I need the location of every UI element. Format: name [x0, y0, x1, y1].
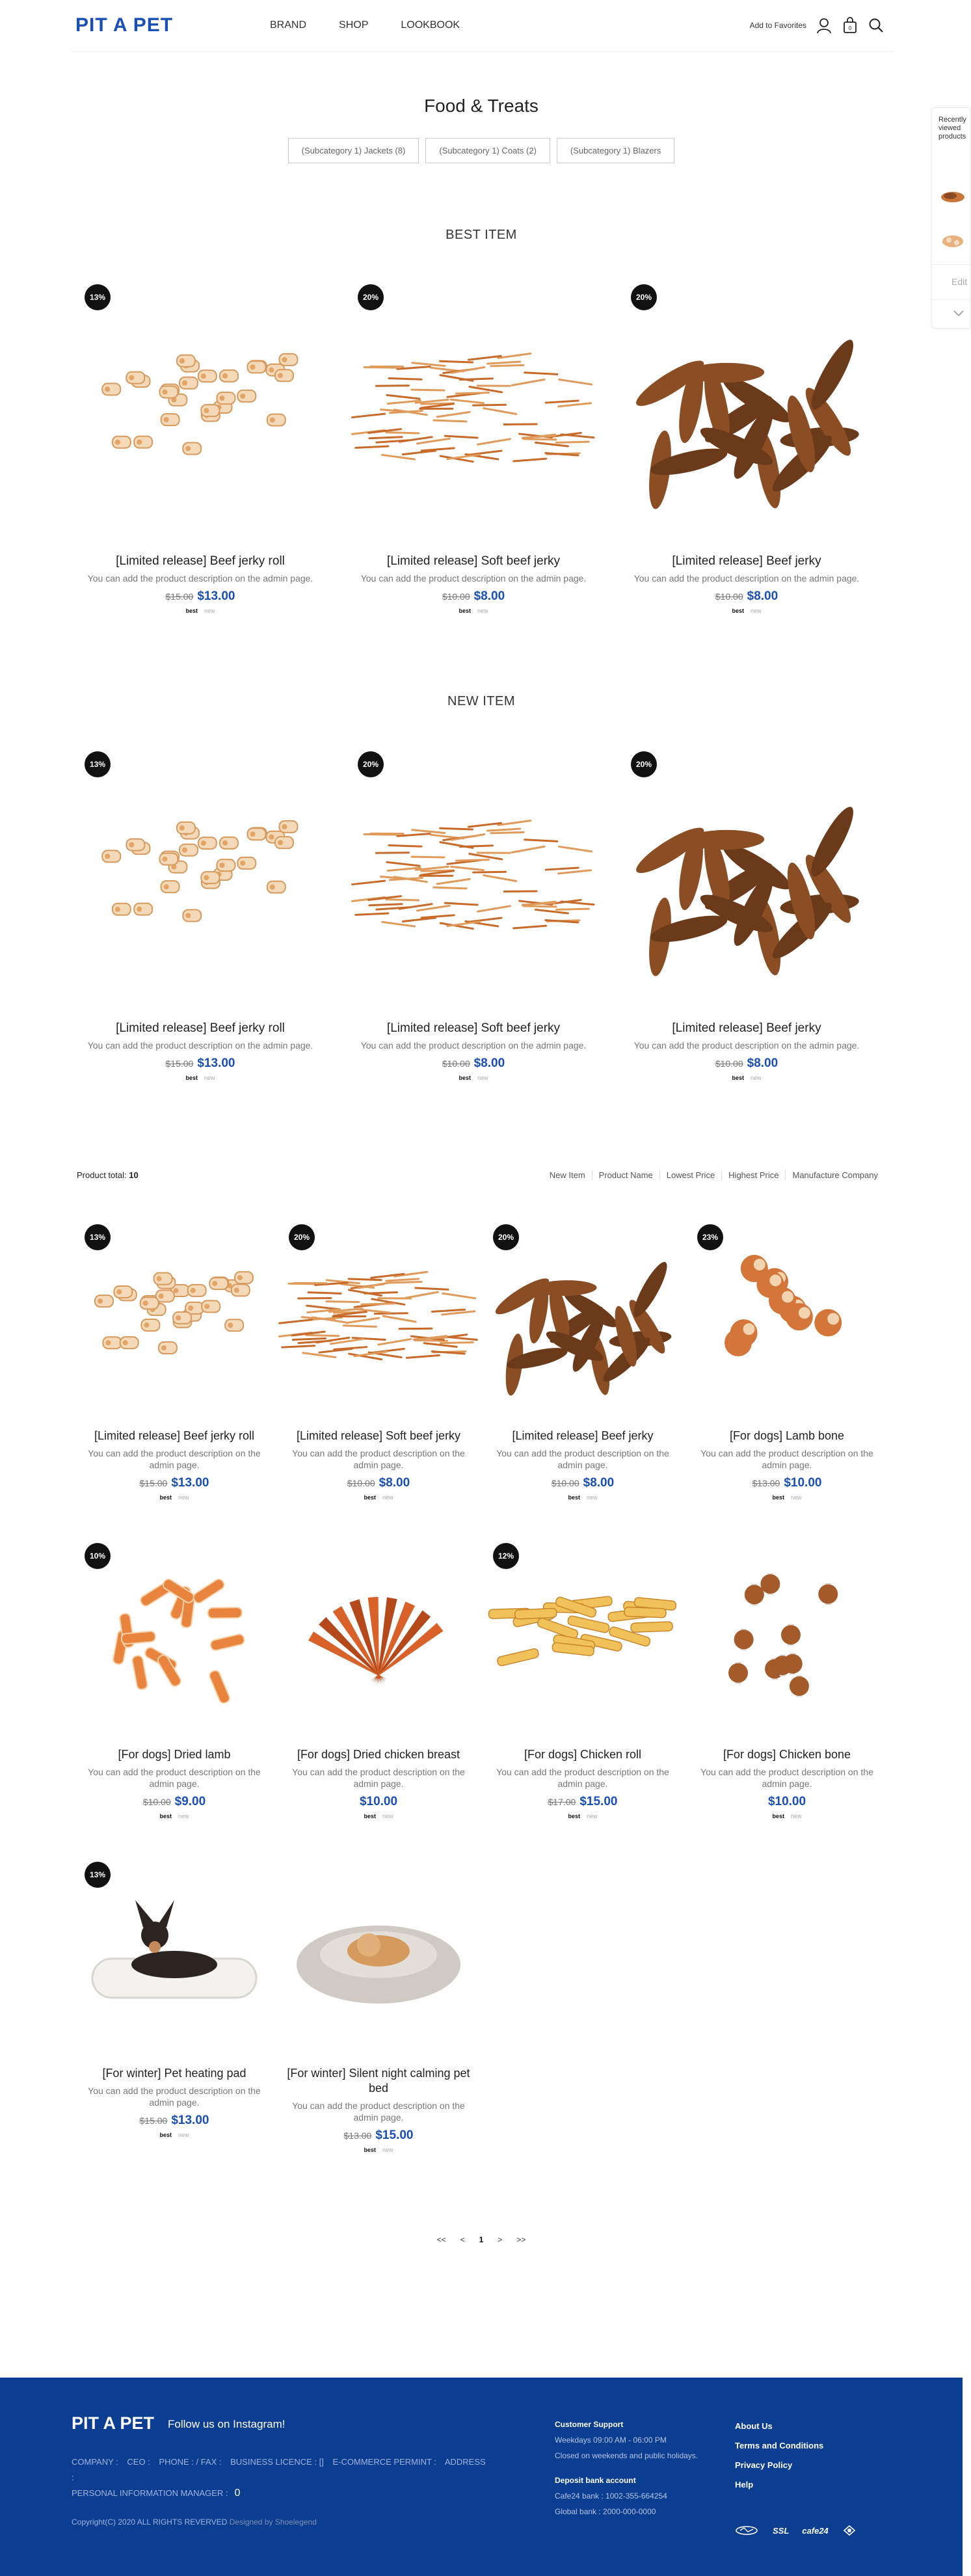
product-image-wrap[interactable]: [350, 744, 597, 1010]
sale-price: $10.00: [767, 1795, 806, 1808]
original-price: $10.00: [142, 1797, 171, 1807]
tag-best: best: [159, 1813, 172, 1819]
tag-best: best: [732, 1075, 744, 1081]
tag-new: new: [751, 608, 762, 614]
product-description: You can add the product description on the admin page.: [292, 2100, 465, 2123]
dark-jerky-image[interactable]: [623, 744, 870, 1010]
add-to-favorites-link[interactable]: Add to Favorites: [749, 21, 806, 30]
tag-new: new: [178, 1494, 189, 1501]
customer-support: [555, 2417, 698, 2519]
sale-price: $8.00: [473, 589, 505, 603]
escrow-icon: [842, 2524, 857, 2537]
tag-best: best: [364, 2147, 376, 2153]
product-description: You can add the product description on the admin page.: [700, 1448, 873, 1470]
sale-price: $13.00: [171, 2113, 209, 2127]
recent-edit-button[interactable]: Edit: [932, 264, 971, 300]
product-prices: [623, 589, 870, 604]
product-prices: [485, 1476, 680, 1490]
discount-badge: 12%: [493, 1543, 519, 1569]
main-nav: [270, 20, 460, 31]
cs-hours: Weekdays 09:00 AM - 06:00 PM: [555, 2435, 667, 2445]
bone-treat-image[interactable]: [77, 744, 324, 1010]
tag-best: best: [185, 608, 198, 614]
link-about-us[interactable]: About Us: [735, 2421, 773, 2431]
product-card[interactable]: [77, 744, 324, 1081]
product-tags: [77, 1813, 272, 1819]
product-description: You can add the product description on the admin page.: [88, 2086, 261, 2108]
page-last[interactable]: >>: [516, 2235, 526, 2244]
discount-badge: 13%: [85, 284, 111, 310]
product-name[interactable]: [For dogs] Lamb bone: [729, 1429, 845, 1442]
sale-price: $8.00: [379, 1476, 410, 1490]
business-licence-label: BUSINESS LICENCE : []: [230, 2457, 324, 2467]
product-card[interactable]: [485, 1216, 680, 1501]
product-description: You can add the product description on the admin page.: [633, 573, 860, 584]
product-total: [77, 1170, 139, 1180]
product-name[interactable]: [Limited release] Beef jerky: [672, 1021, 821, 1035]
discount-badge: 13%: [85, 751, 111, 777]
product-name[interactable]: [For dogs] Dried chicken breast: [297, 1748, 460, 1761]
tag-new: new: [791, 1813, 802, 1819]
product-tags: [77, 1075, 324, 1081]
ceo-label: CEO :: [127, 2457, 150, 2467]
subcategory-jackets[interactable]: (Subcategory 1) Jackets (8): [288, 138, 419, 163]
product-description: You can add the product description on the admin page.: [292, 1448, 465, 1470]
product-tags: [281, 1813, 476, 1819]
certification-logos: [734, 2524, 857, 2537]
product-total-count: 10: [129, 1170, 139, 1180]
tag-new: new: [751, 1075, 762, 1081]
sort-highest-price[interactable]: Highest Price: [721, 1170, 785, 1180]
tag-best: best: [185, 1075, 198, 1081]
tag-best: best: [568, 1494, 580, 1501]
discount-badge: 13%: [85, 1224, 111, 1250]
tag-best: best: [772, 1494, 784, 1501]
product-image-wrap[interactable]: [623, 744, 870, 1010]
tag-new: new: [204, 608, 215, 614]
sort-product-name[interactable]: Product Name: [592, 1170, 659, 1180]
original-price: $13.00: [752, 1478, 780, 1488]
product-description: You can add the product description on the admin page.: [360, 573, 587, 584]
sale-price: $8.00: [583, 1476, 615, 1490]
product-name[interactable]: [Limited release] Soft beef jerky: [296, 1429, 461, 1442]
product-tags: [623, 608, 870, 614]
product-tags: [485, 1813, 680, 1819]
product-card[interactable]: [689, 1216, 885, 1501]
product-image-wrap[interactable]: [77, 1216, 272, 1418]
product-description: You can add the product description on the admin page.: [88, 1448, 261, 1470]
pet-bed-image[interactable]: [281, 1854, 476, 2056]
discount-badge: 20%: [289, 1224, 315, 1250]
sale-price: $15.00: [579, 1795, 618, 1808]
product-prices: [77, 589, 324, 604]
link-help[interactable]: Help: [735, 2480, 754, 2489]
footer-logo[interactable]: PIT A PET: [72, 2413, 155, 2433]
dark-jerky-image[interactable]: [623, 276, 870, 543]
sale-price: $13.00: [197, 1056, 235, 1070]
product-image-wrap[interactable]: [689, 1216, 885, 1418]
tag-best: best: [568, 1813, 580, 1819]
address-label: ADDRESS :: [72, 2457, 486, 2482]
nav-lookbook[interactable]: LOOKBOOK: [401, 20, 460, 31]
sort-lowest-price[interactable]: Lowest Price: [659, 1170, 721, 1180]
copyright: [72, 2517, 317, 2527]
discount-badge: 13%: [85, 1862, 111, 1888]
chevron-down-icon[interactable]: [950, 306, 967, 319]
pagination: [0, 2235, 963, 2244]
product-tags: [350, 608, 597, 614]
product-card[interactable]: [281, 1535, 476, 1819]
product-prices: [485, 1795, 680, 1809]
product-card[interactable]: [350, 276, 597, 614]
product-prices: [350, 589, 597, 604]
payment-card-icon: [734, 2524, 760, 2537]
page-prev[interactable]: <: [460, 2235, 465, 2244]
product-name[interactable]: [For dogs] Chicken bone: [723, 1748, 851, 1761]
product-card[interactable]: [77, 1216, 272, 1501]
product-card[interactable]: [689, 1535, 885, 1819]
nav-shop[interactable]: SHOP: [339, 20, 369, 31]
product-image-wrap[interactable]: [689, 1535, 885, 1737]
tag-new: new: [587, 1494, 598, 1501]
product-image-wrap[interactable]: [623, 276, 870, 543]
original-price: $10.00: [442, 1058, 470, 1069]
ssl-badge: SSL: [773, 2525, 790, 2536]
product-description: You can add the product description on the admin page.: [292, 1767, 465, 1789]
discount-badge: 20%: [358, 751, 384, 777]
company-label: COMPANY :: [72, 2457, 118, 2467]
cafe24-logo: cafe24: [802, 2525, 829, 2536]
product-prices: [689, 1795, 885, 1809]
sale-price: $15.00: [375, 2128, 414, 2142]
user-icon[interactable]: [816, 17, 832, 34]
product-name[interactable]: [For dogs] Dried lamb: [118, 1748, 231, 1761]
product-prices: [623, 1056, 870, 1071]
product-image-wrap[interactable]: [485, 1535, 680, 1737]
bone-treat-image[interactable]: [77, 276, 324, 543]
product-tags: [77, 1494, 272, 1501]
original-price: $17.00: [548, 1797, 576, 1807]
sale-price: $8.00: [747, 589, 778, 603]
discount-badge: 20%: [358, 284, 384, 310]
privacy-manager-value: 0: [234, 2488, 241, 2499]
product-tags: [77, 608, 324, 614]
page-title: Food & Treats: [424, 96, 539, 116]
phone-fax-label: PHONE : / FAX :: [159, 2457, 222, 2467]
bank-2: Global bank : 2000-000-0000: [555, 2507, 656, 2516]
product-card[interactable]: [281, 1216, 476, 1501]
chicken-bone-image[interactable]: [689, 1535, 885, 1737]
subcategory-list: [0, 138, 963, 163]
company-info: [72, 2454, 488, 2501]
bank-1: Cafe24 bank : 1002-355-664254: [555, 2491, 667, 2501]
recently-viewed-title: Recently viewed products: [938, 116, 966, 141]
original-price: $10.00: [715, 591, 743, 602]
company-info-line-2: [72, 2486, 488, 2501]
product-name[interactable]: [Limited release] Soft beef jerky: [386, 1021, 561, 1035]
product-description: You can add the product description on the admin page.: [360, 1040, 587, 1051]
sale-price: $10.00: [784, 1476, 822, 1490]
product-prices: [77, 1795, 272, 1809]
product-card[interactable]: [77, 276, 324, 614]
cs-closed: Closed on weekends and public holidays.: [555, 2451, 698, 2460]
discount-badge: 20%: [631, 284, 657, 310]
product-tags: [281, 2147, 476, 2153]
company-info-line-1: [72, 2454, 488, 2486]
shredded-jerky-image[interactable]: [350, 276, 597, 543]
tag-new: new: [178, 2132, 189, 2138]
discount-badge: 20%: [493, 1224, 519, 1250]
product-name[interactable]: [Limited release] Beef jerky roll: [94, 1429, 255, 1442]
product-tags: [689, 1813, 885, 1819]
cart-count: 0: [848, 25, 852, 31]
product-description: You can add the product description on the admin page.: [496, 1767, 669, 1789]
product-tags: [689, 1494, 885, 1501]
instagram-link[interactable]: Follow us on Instagram!: [168, 2418, 286, 2430]
recent-thumb-1[interactable]: [937, 183, 971, 209]
product-name[interactable]: [Limited release] Beef jerky: [512, 1429, 654, 1442]
new-item-title: NEW ITEM: [447, 694, 515, 708]
tag-new: new: [477, 1075, 488, 1081]
tag-best: best: [159, 2132, 172, 2138]
privacy-manager-label: PERSONAL INFORMATION MANAGER :: [72, 2488, 228, 2498]
site-footer: [0, 2378, 963, 2576]
discount-badge: 20%: [631, 751, 657, 777]
product-image-wrap[interactable]: [77, 1535, 272, 1737]
tag-new: new: [178, 1813, 189, 1819]
tag-new: new: [477, 608, 488, 614]
sale-price: $10.00: [359, 1795, 398, 1808]
product-name[interactable]: [Limited release] Beef jerky roll: [116, 554, 285, 568]
original-price: $13.00: [343, 2130, 372, 2141]
tag-best: best: [732, 608, 744, 614]
cs-title: Customer Support: [555, 2420, 624, 2429]
product-image-wrap[interactable]: [350, 276, 597, 543]
product-tags: [623, 1075, 870, 1081]
sale-price: $8.00: [473, 1056, 505, 1070]
product-image-wrap[interactable]: [281, 1216, 476, 1418]
page-first[interactable]: <<: [436, 2235, 446, 2244]
product-card[interactable]: [77, 1854, 272, 2138]
sort-manufacture-company[interactable]: Manufacture Company: [785, 1170, 885, 1180]
tag-new: new: [204, 1075, 215, 1081]
copyright-text: Copyright(C) 2020 ALL RIGHTS REVERVED: [72, 2517, 228, 2527]
tag-best: best: [459, 608, 471, 614]
product-tags: [350, 1075, 597, 1081]
discount-badge: 23%: [697, 1224, 723, 1250]
product-card[interactable]: [77, 1535, 272, 1819]
product-card[interactable]: [623, 744, 870, 1081]
product-tags: [77, 2132, 272, 2138]
cart-icon[interactable]: [842, 17, 858, 34]
original-price: $15.00: [165, 591, 194, 602]
discount-badge: 10%: [85, 1543, 111, 1569]
product-total-label: Product total:: [77, 1170, 127, 1180]
product-image-wrap[interactable]: [77, 744, 324, 1010]
tag-new: new: [382, 2147, 393, 2153]
product-description: You can add the product description on the admin page.: [88, 1767, 261, 1789]
product-name[interactable]: [Limited release] Soft beef jerky: [386, 554, 561, 568]
designed-by[interactable]: Designed by Shoelegend: [229, 2517, 317, 2527]
link-terms[interactable]: Terms and Conditions: [735, 2441, 824, 2450]
product-prices: [77, 2113, 272, 2128]
original-price: $10.00: [715, 1058, 743, 1069]
tag-best: best: [159, 1494, 172, 1501]
product-prices: [350, 1056, 597, 1071]
product-description: You can add the product description on the admin page.: [87, 1040, 313, 1051]
product-name[interactable]: [For winter] Pet heating pad: [102, 2067, 246, 2080]
shredded-jerky-image[interactable]: [350, 744, 597, 1010]
subcategory-coats[interactable]: (Subcategory 1) Coats (2): [425, 138, 550, 163]
original-price: $10.00: [442, 591, 470, 602]
product-name[interactable]: [Limited release] Beef jerky: [672, 554, 821, 568]
search-icon[interactable]: [868, 17, 885, 34]
product-prices: [77, 1476, 272, 1490]
tag-new: new: [791, 1494, 802, 1501]
product-card[interactable]: [281, 1854, 476, 2153]
product-prices: [689, 1476, 885, 1490]
product-prices: [77, 1056, 324, 1071]
product-image-wrap[interactable]: [77, 1854, 272, 2056]
sort-options: [543, 1170, 885, 1180]
original-price: $15.00: [139, 2115, 168, 2126]
product-tags: [281, 1494, 476, 1501]
original-price: $15.00: [139, 1478, 168, 1488]
tag-best: best: [459, 1075, 471, 1081]
product-image-wrap[interactable]: [281, 1854, 476, 2056]
subcategory-blazers[interactable]: (Subcategory 1) Blazers: [557, 138, 674, 163]
sort-new-item[interactable]: New Item: [549, 1170, 585, 1180]
sale-price: $9.00: [174, 1795, 206, 1808]
nav-brand[interactable]: BRAND: [270, 20, 307, 31]
tag-new: new: [587, 1813, 598, 1819]
tag-new: new: [382, 1813, 393, 1819]
header-utilities: [750, 17, 885, 34]
product-card[interactable]: [350, 744, 597, 1081]
product-description: You can add the product description on the admin page.: [496, 1448, 669, 1470]
site-logo[interactable]: PIT A PET: [75, 14, 174, 36]
tag-new: new: [382, 1494, 393, 1501]
product-card[interactable]: [485, 1535, 680, 1819]
sale-price: $13.00: [171, 1476, 209, 1490]
best-item-title: BEST ITEM: [446, 228, 517, 242]
product-image-wrap[interactable]: [485, 1216, 680, 1418]
site-header: [72, 0, 894, 52]
bank-title: Deposit bank account: [555, 2476, 636, 2485]
product-image-wrap[interactable]: [281, 1535, 476, 1737]
product-prices: [281, 1795, 476, 1809]
product-image-wrap[interactable]: [77, 276, 324, 543]
sale-price: $13.00: [197, 589, 235, 603]
product-description: You can add the product description on the admin page.: [700, 1767, 873, 1789]
product-name[interactable]: [For dogs] Chicken roll: [524, 1748, 642, 1761]
sale-price: $8.00: [747, 1056, 778, 1070]
product-list-toolbar: [77, 1168, 885, 1185]
page-current[interactable]: 1: [479, 2235, 484, 2244]
tag-best: best: [364, 1494, 376, 1501]
original-price: $15.00: [165, 1058, 194, 1069]
product-description: You can add the product description on the admin page.: [87, 573, 313, 584]
footer-links: [735, 2417, 823, 2495]
chicken-breast-image[interactable]: [281, 1535, 476, 1737]
link-privacy[interactable]: Privacy Policy: [735, 2460, 793, 2470]
tag-best: best: [772, 1813, 784, 1819]
product-prices: [281, 1476, 476, 1490]
product-prices: [281, 2128, 476, 2143]
product-description: You can add the product description on the admin page.: [633, 1040, 860, 1051]
original-price: $10.00: [347, 1478, 375, 1488]
tag-best: best: [364, 1813, 376, 1819]
ecommerce-permit-label: E-COMMERCE PERMINT :: [332, 2457, 436, 2467]
product-name[interactable]: [Limited release] Beef jerky roll: [116, 1021, 285, 1035]
page-next[interactable]: >: [498, 2235, 503, 2244]
product-card[interactable]: [623, 276, 870, 614]
product-tags: [485, 1494, 680, 1501]
original-price: $10.00: [551, 1478, 579, 1488]
product-name[interactable]: [For winter] Silent night calming pet bed: [287, 2067, 470, 2095]
